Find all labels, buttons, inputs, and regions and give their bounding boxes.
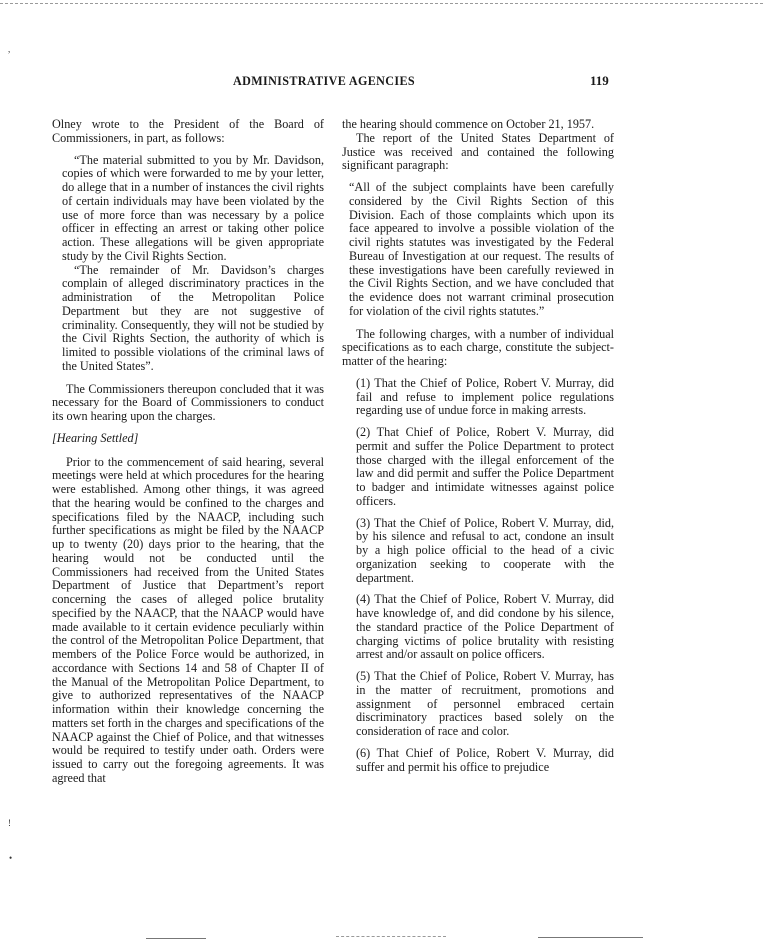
quote-paragraph: “The material submitted to you by Mr. Davidson, copies of which were forwarded to me by your letter, do allege that in a number of instances the civil rights of certain individuals may have been violated by the use of more force than was necessary by a police officer in effecting an arrest or taking other police action. These allegations will be given appropriate study by the Civil Rights Section.: [62, 152, 324, 263]
charge-item: [356, 670, 614, 739]
right-column: [342, 118, 614, 782]
charge-item: [356, 426, 614, 509]
body-paragraph: Prior to the commencement of said hearing, several meetings were held at which procedures for the hearing were established. Among other things, it was agreed that the hearing would be confined to the charges and specifications filed by the NAACP, including such further specifications as might be filed by the NAACP up to twenty (20) days prior to the hearing, that the hearing would not be conducted until the Commissioners had received from the United States Department of Justice that Department’s report concerning the cases of alleged police brutality specified by the NAACP, that the NAACP would have made available to it certain evidence peculiarly within the control of the Metropolitan Police Department, that members of the Police Force would be authorized, in accordance with Sections 14 and 58 of Chapter II of the Manual of the Metropolitan Police Department, to give to authorized representatives of the NAACP information within their knowledge concerning the matters set forth in the charges and specifications of the NAACP against the Chief of Police, and that witnesses would be required to testify under oath. Orders were issued to carry out the foregoing agreements. It was agreed that: [52, 454, 324, 785]
charge-text: (1) That the Chief of Police, Robert V. Murray, did fail and refuse to implement police regulations regarding use of undue force in making arrests.: [356, 375, 614, 418]
charge-text: (2) That Chief of Police, Robert V. Murray, did permit and suffer the Police Department to protect those charged with the illegal enforcement of the law and did permit and suffer the Police Department to badger and intimidate witnesses against police officers.: [356, 425, 614, 508]
charge-text: (3) That the Chief of Police, Robert V. Murray, did, by his silence and refusal to act, condone an insult by a high police official to the head of a civic organization seeking to cooperate with the department.: [356, 515, 614, 585]
page-number: 119: [590, 73, 609, 88]
margin-tick: •: [9, 853, 13, 863]
doj-quote: [349, 181, 614, 319]
charge-item: [356, 747, 614, 775]
charges-intro-paragraph: The following charges, with a number of individual specifications as to each charge, constitute the subject-matter of the hearing:: [342, 326, 614, 368]
left-column: [52, 118, 324, 786]
quote-paragraph: “The remainder of Mr. Davidson’s charges complain of alleged discriminatory practices in the administration of the Metropolitan Police Department but they are not suggestive of criminality. Consequently, they will not be studied by the Civil Rights Section, the authority of which is limited to possible violations of the criminal laws of the United States”.: [62, 262, 324, 373]
charge-item: [356, 517, 614, 586]
scan-bottom-rule: [336, 936, 446, 937]
charge-item: [356, 377, 614, 418]
intro-paragraph: Olney wrote to the President of the Board of Commissioners, in part, as follows:: [52, 117, 324, 145]
scan-bottom-rule: [146, 938, 206, 939]
olney-quote: [62, 154, 324, 374]
quote-paragraph: “All of the subject complaints have been carefully considered by the Civil Rights Section of this Division. Each of those complaints which upon its face appeared to involve a possible violation of the civil rights statutes was investigated by the Federal Bureau of Investigation at our request. The results of these investigations have been carefully reviewed in the Civil Rights Section, and we have concluded that the evidence does not warrant criminal prosecution for violation of the civil rights statutes.”: [349, 180, 614, 318]
charge-item: [356, 593, 614, 662]
scan-top-edge: [0, 3, 763, 4]
charge-text: (6) That Chief of Police, Robert V. Murray, did suffer and permit his office to prejudice: [356, 745, 614, 774]
running-head: ADMINISTRATIVE AGENCIES: [233, 73, 416, 88]
continuation-paragraph: the hearing should commence on October 21, 1957.: [342, 117, 595, 131]
margin-tick: ,: [8, 44, 11, 54]
margin-tick: !: [8, 818, 11, 828]
conclusion-paragraph: The Commissioners thereupon concluded that it was necessary for the Board of Commissioners to conduct its own hearing upon the charges.: [52, 381, 324, 423]
report-intro-paragraph: The report of the United States Department of Justice was received and contained the following significant paragraph:: [342, 130, 614, 173]
charge-text: (5) That the Chief of Police, Robert V. Murray, has in the matter of recruitment, promotions and assignment of personnel embraced certain discriminatory practices based solely on the consideration of race and color.: [356, 669, 614, 738]
charge-text: (4) That the Chief of Police, Robert V. Murray, did have knowledge of, and did condone by his silence, the standard practice of the Police Department of charging victims of police brutality with resisting arrest and/or assault on police officers.: [356, 592, 614, 662]
section-heading: [Hearing Settled]: [52, 430, 139, 445]
scan-bottom-rule: [538, 937, 643, 938]
